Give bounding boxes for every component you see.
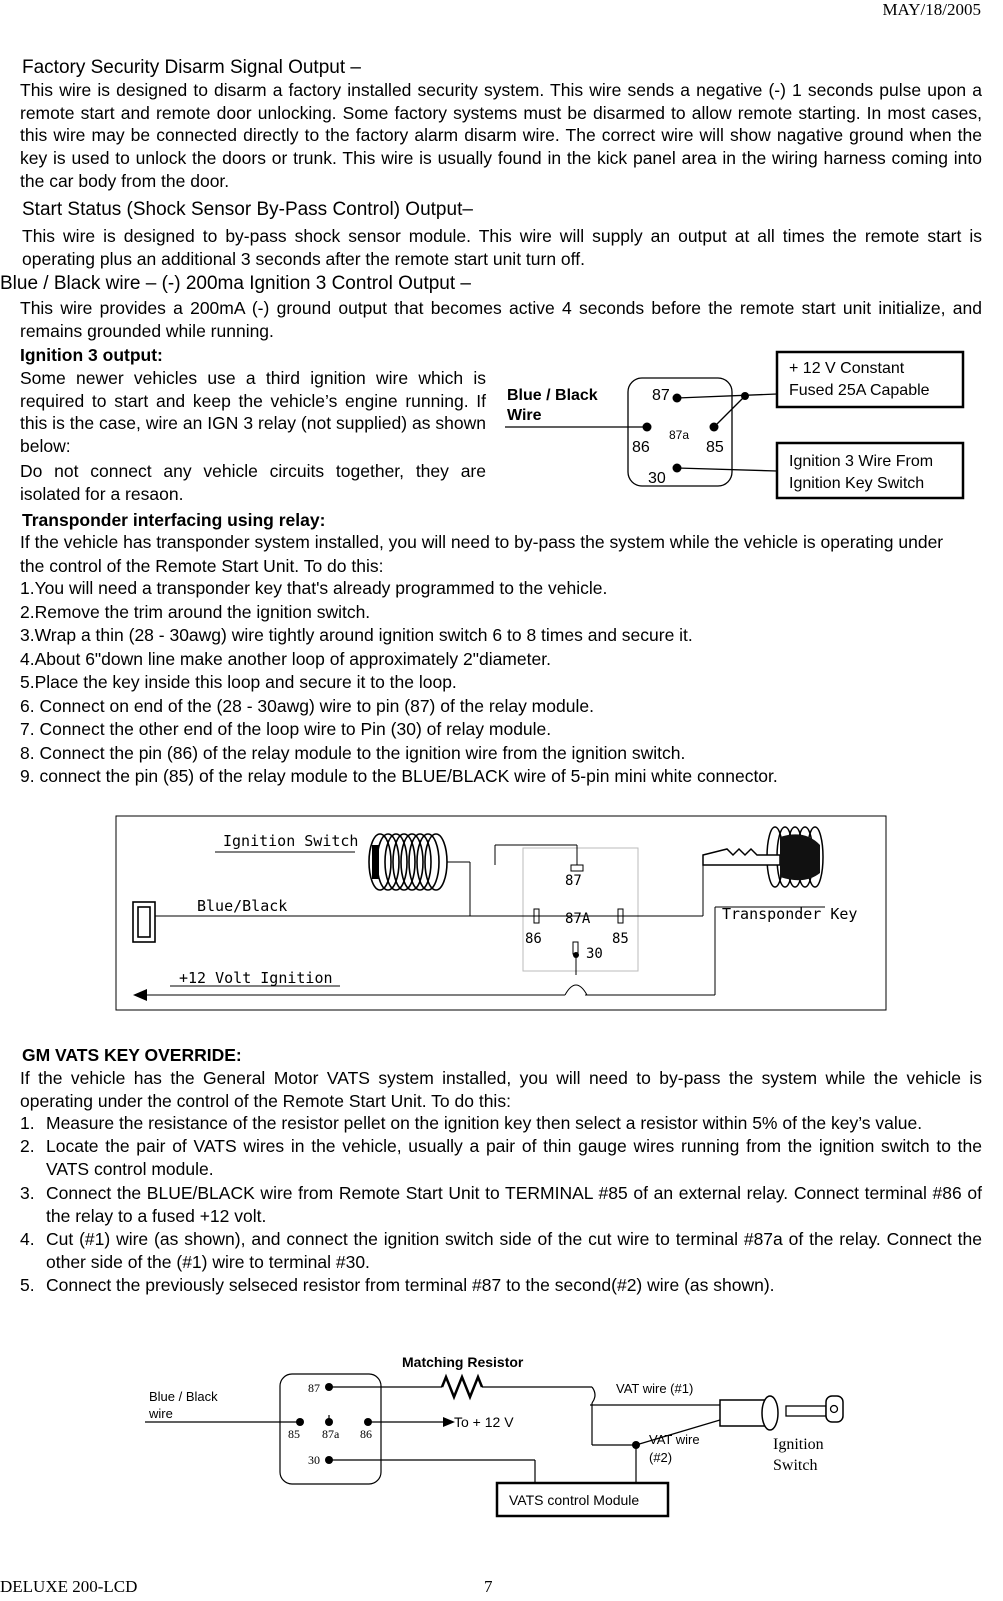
ignition-label: Ignition <box>773 1436 824 1453</box>
transponder-key-icon <box>703 827 823 887</box>
fused-25a-label: Fused 25A Capable <box>789 382 930 399</box>
transponder-step: 9. connect the pin (85) of the relay module to the BLUE/BLACK wire of 5-pin mini white connector. <box>20 766 778 786</box>
ignition3-control-title: Blue / Black wire – (-) 200ma Ignition 3 Control Output – <box>0 273 472 294</box>
gm-vats-step: 2. Locate the pair of VATS wires in the vehicle, usually a pair of thin gauge wires running from the ignition switch to the VATS control module. <box>20 1136 982 1180</box>
ignition-switch-label: Ignition Switch <box>223 832 359 850</box>
pin-87-label: 87 <box>652 387 670 404</box>
pin-30-label: 30 <box>308 1453 320 1467</box>
transponder-step: 7. Connect the other end of the loop wire to Pin (30) of relay module. <box>20 719 552 739</box>
gm-vats-step: 4. Cut (#1) wire (as shown), and connect the ignition switch side of the cut wire to terminal #87a of the relay. Connect the other side of the (#1) wire to terminal #30. <box>20 1229 982 1273</box>
ignition3-output-body2: Do not connect any vehicle circuits together, they are isolated for a resaon. <box>20 461 486 504</box>
start-status-body: This wire is designed to by-pass shock sensor module. This wire will supply an output at all times the remote start is operating plus an additional 3 seconds after the remote start unit turn off. <box>22 226 982 269</box>
gm-vats-intro: If the vehicle has the General Motor VATS system installed, you will need to by-pass the system while the vehicle is operating under the control of the Remote Start Unit. To do this: <box>20 1068 982 1111</box>
ignition-switch-coil <box>369 834 447 890</box>
factory-security-title: Factory Security Disarm Signal Output – <box>22 57 361 78</box>
transponder-step: 4.About 6"down line make another loop of approximately 2"diameter. <box>20 648 551 669</box>
gm-vats-title: GM VATS KEY OVERRIDE: <box>22 1045 242 1065</box>
matching-resistor-label: Matching Resistor <box>402 1354 524 1370</box>
pin-85-label: 85 <box>706 439 724 456</box>
transponder-relay-diagram <box>115 815 888 1012</box>
ignition3-control-body: This wire provides a 200mA (-) ground output that becomes active 4 seconds before the remote start unit initialize, and remains grounded while running. <box>20 298 982 341</box>
transponder-step: 5.Place the key inside this loop and secure it to the loop. <box>20 672 457 692</box>
transponder-step: 1.You will need a transponder key that's already programmed to the vehicle. <box>20 578 608 598</box>
resistor-icon <box>442 1377 482 1397</box>
pin-87a-label: 87A <box>565 911 591 927</box>
header-date: MAY/18/2005 <box>882 0 981 19</box>
factory-security-body: This wire is designed to disarm a factory installed security system. This wire sends a negative (-) 1 seconds pulse upon a remote start and remote door unlocking. Some factory systems must be disarmed to allow remote starting. In most cases, this wire may be connected directly to the factory alarm disarm wire. The correct wire will show nagative ground when the key is used to unlock the doors or trunk. This wire is usually found in the kick panel area in the wiring harness coming into the car body from the door. <box>20 80 982 191</box>
transponder-step: 6. Connect on end of the (28 - 30awg) wire to pin (87) of the relay module. <box>20 695 594 716</box>
pin-87a-label: 87a <box>669 428 690 442</box>
ignition3-wire-from-label: Ignition 3 Wire From <box>789 453 934 470</box>
vat-wire-2-label: VAT wire <box>649 1432 700 1447</box>
plus12-ignition-label: +12 Volt Ignition <box>179 969 333 987</box>
ignition-switch-icon <box>720 1396 843 1430</box>
pin-87-label: 87 <box>565 873 582 889</box>
transponder-step: 3.Wrap a thin (28 - 30awg) wire tightly around ignition switch 6 to 8 times and secure it. <box>20 625 693 645</box>
constant-12v-label: + 12 V Constant <box>789 360 905 377</box>
start-status-title: Start Status (Shock Sensor By-Pass Control) Output– <box>22 199 473 220</box>
blue-black-label: Blue/Black <box>197 897 288 915</box>
gm-vats-step: 5. Connect the previously selseced resistor from terminal #87 to the second(#2) wire (as shown). <box>20 1275 775 1296</box>
pin-30-label: 30 <box>648 470 666 487</box>
switch-label: Switch <box>773 1457 818 1474</box>
footer-page-number: 7 <box>484 1577 493 1596</box>
vat-wire-1-label: VAT wire (#1) <box>616 1381 694 1396</box>
blue-black-wire-label-2: Wire <box>507 407 542 424</box>
pin-85-label: 85 <box>612 931 629 947</box>
transponder-steps <box>20 577 778 789</box>
transponder-key-label: Transponder Key <box>722 905 858 923</box>
vats-module-label: VATS control Module <box>509 1492 640 1508</box>
pin-85-label: 85 <box>288 1427 300 1441</box>
footer-product: DELUXE 200-LCD <box>0 1577 138 1596</box>
connector-icon <box>133 902 155 942</box>
vat-wire-2-num-label: (#2) <box>649 1450 673 1465</box>
transponder-step: 8. Connect the pin (86) of the relay module to the ignition wire from the ignition switch. <box>20 742 686 763</box>
vats-relay-diagram <box>140 1350 860 1525</box>
ignition-key-switch-label: Ignition Key Switch <box>789 475 925 492</box>
pin-87a-label: 87a <box>322 1427 340 1441</box>
pin-30-label: 30 <box>586 946 603 962</box>
gm-vats-step: 3. Connect the BLUE/BLACK wire from Remote Start Unit to TERMINAL #85 of an external relay. Connect terminal #86 of the relay to a fused +12 volt. <box>20 1182 982 1226</box>
pin-86-label: 86 <box>525 931 542 947</box>
ignition3-output-title: Ignition 3 output: <box>20 345 163 365</box>
transponder-intro: If the vehicle has transponder system installed, you will need to by-pass the system while the vehicle is operating under the control of the Remote Start Unit. To do this: <box>20 532 944 576</box>
wire-label: wire <box>149 1406 173 1421</box>
blue-black-wire-label: Blue / Black <box>507 387 598 404</box>
gm-vats-step: 1. Measure the resistance of the resistor pellet on the ignition key then select a resistor within 5% of the key’s value. <box>20 1113 923 1133</box>
ignition3-relay-diagram <box>495 345 975 510</box>
ignition3-output-body1: Some newer vehicles use a third ignition wire which is required to start and keep the vehicle’s engine running. If this is the case, wire an IGN 3 relay (not supplied) as shown below: <box>20 368 486 457</box>
pin-86-label: 86 <box>360 1427 372 1441</box>
pin-87-label: 87 <box>308 1381 320 1395</box>
transponder-step: 2.Remove the trim around the ignition switch. <box>20 601 371 622</box>
blue-black-label: Blue / Black <box>149 1389 218 1404</box>
transponder-title: Transponder interfacing using relay: <box>22 510 326 530</box>
gm-vats-steps <box>20 1112 982 1298</box>
to-12v-label: To + 12 V <box>454 1414 514 1430</box>
pin-86-label: 86 <box>632 439 650 456</box>
